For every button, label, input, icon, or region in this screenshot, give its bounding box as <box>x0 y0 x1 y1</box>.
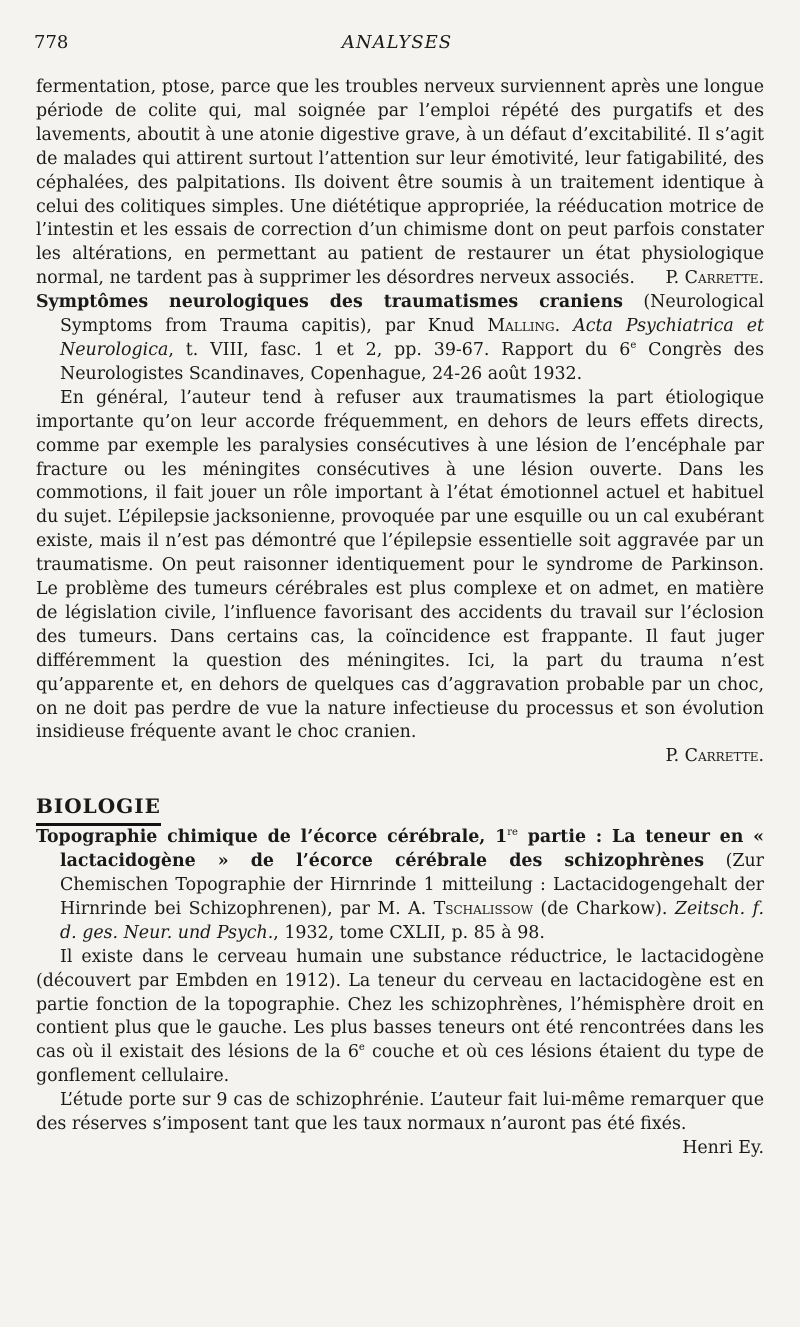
section-heading: BIOLOGIE <box>36 795 161 826</box>
entry-title-neurological-symptoms: Symptômes neurologiques des traumatismes craniens (Neurological Symptoms from Trauma capitis), par Knud Malling. Acta Psychiatrica et Neurologica, t. VIII, fasc. 1 et 2, pp. 39-67. Rapport du 6e Congrès des Neurologistes Scandinaves, Copenhague, 24-26 août 1932. <box>36 292 765 384</box>
page-content <box>36 76 764 1161</box>
entry-title-bold-2: partie : La teneur en « lactacidogène » de l’écorce cérébrale des schizophrènes <box>60 827 765 872</box>
entry-body-paragraph-2: L’étude porte sur 9 cas de schizophrénie. L’auteur fait lui-même remarquer que des réserves s’imposent tant que les taux normaux n’auront pas été fixés. <box>36 1090 764 1135</box>
entry-title-bold: Symptômes neurologiques des traumatismes craniens <box>36 292 623 313</box>
entry-title-sup: re <box>507 827 518 839</box>
reviewer-signature: P. Carrette. <box>665 268 764 289</box>
page-header <box>34 32 760 56</box>
reviewer-signature: P. Carrette. <box>665 746 764 767</box>
entry-title-cortex-topography <box>36 826 764 946</box>
page-number: 778 <box>34 32 69 53</box>
entry-author: Malling <box>487 316 555 337</box>
continued-paragraph <box>36 76 764 291</box>
entry-journal: Acta Psychiatrica et Neurologica <box>60 316 764 360</box>
entry-body-paragraph-1 <box>36 946 764 1089</box>
running-title: ANALYSES <box>341 32 453 53</box>
entry-title-rest: (Zur Chemischen Topographie der Hirnrinde 1 mitteilung : Lactacidogengehalt der Hirnrinde bei Schizophrenen), par M. A. <box>60 851 764 919</box>
entry-reference-sup: e <box>630 340 637 352</box>
entry-journal: Zeitsch. f. d. ges. Neur. und Psych. <box>60 898 765 943</box>
body-text-b: couche et où ces lésions étaient du type de gonflement cellulaire. <box>36 1042 765 1087</box>
entry-reference: , 1932, tome CXLII, p. 85 à 98. <box>273 922 545 943</box>
entry-place: (de Charkow). <box>532 898 675 919</box>
entry-title-bold-1: Topographie chimique de l’écorce cérébrale, 1 <box>36 827 508 848</box>
body-sup: e <box>358 1042 365 1054</box>
entry-reference: , t. VIII, fasc. 1 et 2, pp. 39-67. Rapport du 6 <box>168 339 631 360</box>
body-text-a: Il existe dans le cerveau humain une substance réductrice, le lactacidogène (découvert par Embden en 1912). La teneur du cerveau en lactacidogène est en partie fonction de la topographie. Chez les schizophrènes, l’hémisphère droit en contient plus que le gauche. Les plus basses teneurs ont été rencontrées dans les cas où il existait des lésions de la 6 <box>36 946 764 1063</box>
paragraph-text: fermentation, ptose, parce que les troubles nerveux surviennent après une longue période de colite qui, mal soignée par l’emploi répété des purgatifs et des lavements, aboutit à une atonie digestive grave, à un défaut d’excitabilité. Il s’agit de malades qui attirent surtout l’attention sur leur émotivité, leur fatigabilité, des céphalées, des palpitations. Ils doivent être soumis à un traitement identique à celui des colitiques simples. Une diététique appropriée, la rééducation motrice de l’intestin et les essais de correction d’un chimisme dont on peut parfois constater les altérations, en permettant au patient de restaurer un état physiologique normal, ne tardent pas à supprimer les désordres nerveux associés. <box>36 77 764 289</box>
entry-reference-end: Congrès des Neurologistes Scandinaves, Copenhague, 24-26 août 1932. <box>60 339 764 384</box>
entry-body: En général, l’auteur tend à refuser aux traumatismes la part étiologique importante qu’on leur accorde fréquemment, en dehors de leurs effets directs, comme par exemple les paralysies consécutives à une lésion de l’encéphale par fracture ou les méningites consécutives à une lésion ouverte. Dans les commotions, il fait jouer un rôle important à l’état émotionnel actuel et habituel du sujet. L’épilepsie jacksonienne, provoquée par une esquille ou un cal exubérant existe, mais il n’est pas démontré que l’épilepsie essentielle soit aggravée par un traumatisme. On peut raisonner identiquement pour le syndrome de Parkinson. Le problème des tumeurs cérébrales est plus complexe et on admet, en matière de législation civile, l’influence favorisant des accidents du travail sur l’éclosion des tumeurs. Dans certains cas, la coïncidence est frappante. Il faut juger différemment la question des méningites. Ici, la part du trauma n’est qu’apparente et, en dehors de quelques cas d’aggravation probable par un choc, on ne doit pas perdre de vue la nature infectieuse du processus et son évolution insidieuse fréquente avant le choc cranien. <box>36 387 764 743</box>
entry-author: Tschalissow <box>433 898 533 919</box>
entry-title-rest: (Neurological Symptoms from Trauma capitis), par Knud <box>60 292 765 337</box>
reviewer-signature: Henri Ey. <box>682 1137 764 1158</box>
